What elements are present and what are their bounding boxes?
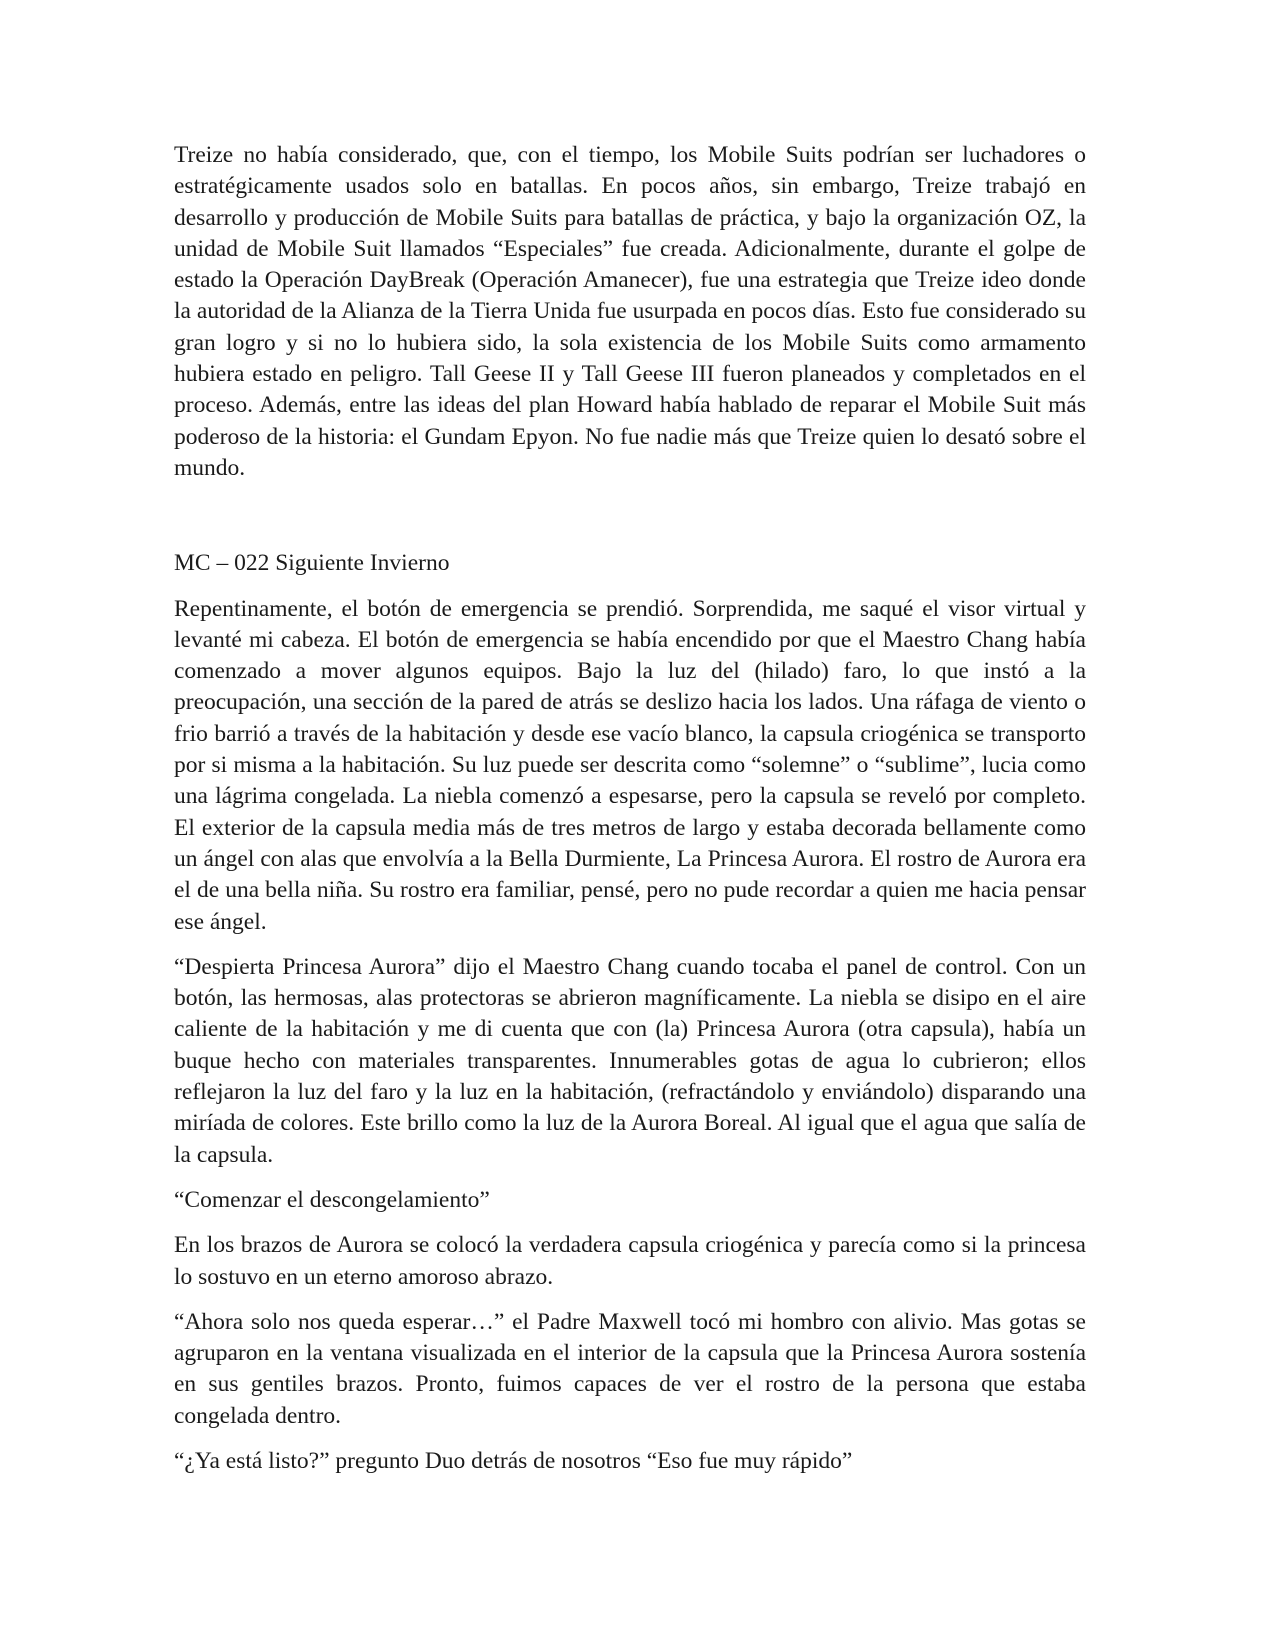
body-paragraph-3: “Comenzar el descongelamiento” <box>174 1186 490 1213</box>
document-page <box>174 140 1086 1491</box>
body-paragraph-1: Repentinamente, el botón de emergencia se prendió. Sorprendida, me saqué el visor virtual y levanté mi cabeza. El botón de emergencia se había encendido por que el Maestro Chang había comenzado a mover algunos equipos. Bajo la luz del (hilado) faro, lo que instó a la preocupación, una sección de la pared de atrás se deslizo hacia los lados. Una ráfaga de viento o frio barrió a través de la habitación y desde ese vacío blanco, la capsula criogénica se transporto por si misma a la habitación. Su luz puede ser descrita como “solemne” o “sublime”, lucia como una lágrima congelada. La niebla comenzó a espesarse, pero la capsula se reveló por completo. El exterior de la capsula media más de tres metros de largo y estaba decorada bellamente como un ángel con alas que envolvía a la Bella Durmiente, La Princesa Aurora. El rostro de Aurora era el de una bella niña. Su rostro era familiar, pensé, pero no pude recordar a quien me hacia pensar ese ángel. <box>174 595 1086 935</box>
body-paragraph-4: En los brazos de Aurora se colocó la verdadera capsula criogénica y parecía como si la princesa lo sostuvo en un eterno amoroso abrazo. <box>174 1232 1086 1290</box>
section-heading: MC – 022 Siguiente Invierno <box>174 550 450 577</box>
body-paragraph-2: “Despierta Princesa Aurora” dijo el Maestro Chang cuando tocaba el panel de control. Con un botón, las hermosas, alas protectoras se abrieron magníficamente. La niebla se disipo en el aire caliente de la habitación y me di cuenta que con (la) Princesa Aurora (otra capsula), había un buque hecho con materiales transparentes. Innumerables gotas de agua lo cubrieron; ellos reflejaron la luz del faro y la luz en la habitación, (refractándolo y enviándolo) disparando una miríada de colores. Este brillo como la luz de la Aurora Boreal. Al igual que el agua que salía de la capsula. <box>174 953 1086 1168</box>
body-paragraph-6: “¿Ya está listo?” pregunto Duo detrás de nosotros “Eso fue muy rápido” <box>174 1447 853 1474</box>
body-paragraph-5: “Ahora solo nos queda esperar…” el Padre Maxwell tocó mi hombro con alivio. Mas gotas se agruparon en la ventana visualizada en el interior de la capsula que la Princesa Aurora sostenía en sus gentiles brazos. Pronto, fuimos capaces de ver el rostro de la persona que estaba congelada dentro. <box>174 1308 1086 1429</box>
intro-paragraph: Treize no había considerado, que, con el tiempo, los Mobile Suits podrían ser luchadores o estratégicamente usados solo en batallas. En pocos años, sin embargo, Treize trabajó en desarrollo y producción de Mobile Suits para batallas de práctica, y bajo la organización OZ, la unidad de Mobile Suit llamados “Especiales” fue creada. Adicionalmente, durante el golpe de estado la Operación DayBreak (Operación Amanecer), fue una estrategia que Treize ideo donde la autoridad de la Alianza de la Tierra Unida fue usurpada en pocos días. Esto fue considerado su gran logro y si no lo hubiera sido, la sola existencia de los Mobile Suits como armamento hubiera estado en peligro. Tall Geese II y Tall Geese III fueron planeados y completados en el proceso. Además, entre las ideas del plan Howard había hablado de reparar el Mobile Suit más poderoso de la historia: el Gundam Epyon. No fue nadie más que Treize quien lo desató sobre el mundo. <box>174 142 1086 481</box>
